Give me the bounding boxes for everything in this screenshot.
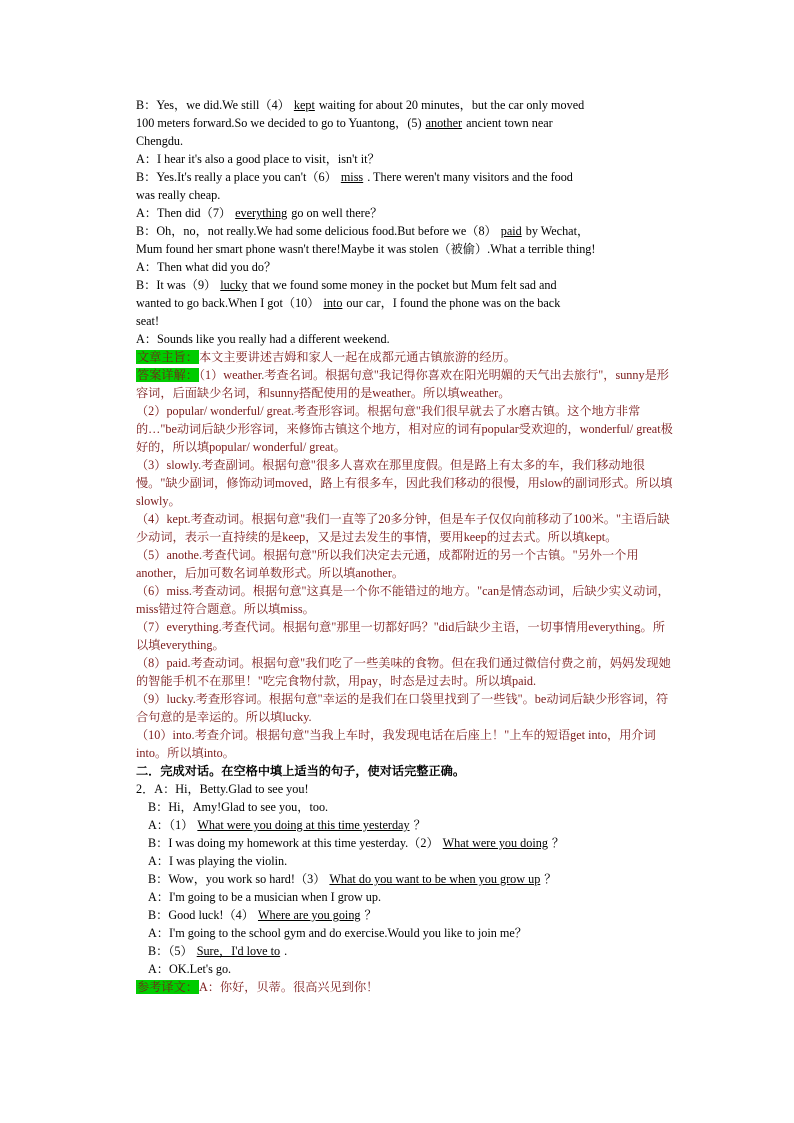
explanation-item: （4）kept.考查动词。根据句意"我们一直等了20多分钟，但是车子仅仅向前移动了100米。"主语后缺少动词，表示一直持续的是keep，又是过去发生的事情，要用keep的过去式。所以填kept。: [136, 512, 670, 544]
explanation-item: （10）into.考查介词。根据句意"当我上车时，我发现电话在后座上！"上车的短语get into，用介词into。所以填into。: [136, 728, 656, 760]
line-text: B：I was doing my homework at this time yesterday.（2）: [148, 836, 439, 850]
dialogue-section-2: [136, 780, 676, 978]
line-text: A：Sounds like you really had a different weekend.: [136, 332, 390, 346]
reference-text: A：你好，贝蒂。很高兴见到你！: [198, 980, 379, 994]
line-text: go on well there？: [291, 206, 383, 220]
line-text: A：（1）: [148, 818, 194, 832]
line-text: B：Oh，no，not really.We had some delicious food.But before we（8）: [136, 224, 497, 238]
answer-blank: paid: [500, 224, 522, 238]
line-text: ancient town near: [466, 116, 553, 130]
line-text: B：Good luck!（4）: [148, 908, 254, 922]
dialogue-line: [136, 204, 676, 222]
dialogue-line: [136, 240, 676, 258]
dialogue-line: [136, 780, 676, 798]
line-text: ？: [551, 836, 565, 850]
theme-tag: 文章主旨：: [137, 350, 198, 364]
explanation-item: （3）slowly.考查副词。根据句意"很多人喜欢在那里度假。但是路上有太多的车，我们移动地很慢。"缺少副词，修饰动词moved，路上有很多车，因此我们移动的很慢，用slow的副词形式。所以填slowly。: [136, 458, 673, 508]
line-text: B：（5）: [148, 944, 193, 958]
line-text: ？: [544, 872, 557, 886]
dialogue-line: [136, 186, 676, 204]
dialogue-line: [136, 870, 676, 888]
answer-explanations: [136, 366, 676, 402]
explanation-item: （7）everything.考查代词。根据句意"那里一切都好吗？"did后缺少主语，一切事情用everything。所以填everything。: [136, 620, 665, 652]
line-text: was really cheap.: [136, 188, 221, 202]
line-text: B：Hi，Amy!Glad to see you，too.: [148, 800, 329, 814]
explanation-item: （6）miss.考查动词。根据句意"这真是一个你不能错过的地方。"can是情态动词，后缺少实义动词，miss错过符合题意。所以填miss。: [136, 584, 670, 616]
dialogue-line: [136, 816, 676, 834]
dialogue-line: [136, 150, 676, 168]
explanation-item: （9）lucky.考查形容词。根据句意"幸运的是我们在口袋里找到了一些钱"。be动词后缺少形容词，符合句意的是幸运的。所以填lucky.: [136, 692, 669, 724]
line-text: Chengdu.: [136, 134, 184, 148]
theme-line: [136, 348, 676, 366]
reference-tag: 参考译文：: [137, 980, 198, 994]
answer-blank: What were you doing at this time yesterday: [197, 818, 410, 832]
document-page: [136, 96, 676, 996]
dialogue-line: [136, 258, 676, 276]
answer-blank: lucky: [220, 278, 248, 292]
dialogue-line: [136, 942, 676, 960]
line-text: 100 meters forward.So we decided to go to Yuantong，(5): [136, 116, 422, 130]
answer-blank: Sure，I'd love to: [196, 944, 281, 958]
reference-translation: [136, 978, 676, 996]
dialogue-line: [136, 330, 676, 348]
line-text: A：I'm going to the school gym and do exercise.Would you like to join me？: [148, 926, 527, 940]
explanation-item: （2）popular/ wonderful/ great.考查形容词。根据句意"我们很早就去了水磨古镇。这个地方非常的…"be动词后缺少形容词，来修饰古镇这个地方，相对应的词有popular受欢迎的，wonderful/ great极好的，所以填popular/ wonderful/ great。: [136, 404, 673, 454]
line-text: seat!: [136, 314, 160, 328]
dialogue-line: [136, 312, 676, 330]
line-text: A：Then what did you do？: [136, 260, 277, 274]
line-text: wanted to go back.When I got（10）: [136, 296, 320, 310]
theme-text: 本文主要讲述吉姆和家人一起在成都元通古镇旅游的经历。: [198, 350, 516, 364]
dialogue-line: [136, 960, 676, 978]
dialogue-line: [136, 222, 676, 240]
line-text: waiting for about 20 minutes，but the car only moved: [318, 98, 585, 112]
answer-blank: another: [425, 116, 463, 130]
line-text: that we found some money in the pocket but Mum felt sad and: [251, 278, 557, 292]
dialogue-line: [136, 276, 676, 294]
line-text: ？: [413, 818, 426, 832]
line-text: A：I was playing the violin.: [148, 854, 288, 868]
line-text: A：Then did（7）: [136, 206, 232, 220]
dialogue-line: [136, 114, 676, 132]
answer-tag: 答案详解：: [137, 368, 198, 382]
line-text: B：It was（9）: [136, 278, 217, 292]
section-2-title: 二．完成对话。在空格中填上适当的句子，使对话完整正确。: [136, 764, 466, 778]
dialogue-line: [136, 96, 676, 114]
explanation-item: （1）weather.考查名词。根据句意"我记得你喜欢在阳光明媚的天气出去旅行"，sunny是形容词，后面缺少名词，和sunny搭配使用的是weather。所以填weather。: [136, 368, 669, 400]
answer-blank: into: [323, 296, 343, 310]
line-text: A：I hear it's also a good place to visit，isn't it？: [136, 152, 380, 166]
explanation-item: （8）paid.考查动词。根据句意"我们吃了一些美味的食物。但在我们通过微信付费之前，妈妈发现她的智能手机不在那里！"吃完食物付款，用pay，时态是过去时。所以填paid.: [136, 656, 671, 688]
line-text: our car，I found the phone was on the back: [346, 296, 561, 310]
answer-blank: kept: [293, 98, 315, 112]
answer-blank: miss: [340, 170, 364, 184]
dialogue-line: [136, 852, 676, 870]
line-text: A：I'm going to be a musician when I grow up.: [148, 890, 382, 904]
dialogue-line: [136, 834, 676, 852]
dialogue-line: [136, 924, 676, 942]
line-text: B：Wow，you work so hard!（3）: [148, 872, 326, 886]
line-text: .: [284, 944, 288, 958]
dialogue-line: [136, 294, 676, 312]
dialogue-line: [136, 906, 676, 924]
line-text: by Wechat，: [525, 224, 590, 238]
line-text: A：OK.Let's go.: [148, 962, 232, 976]
line-text: ？: [364, 908, 377, 922]
answer-blank: everything: [235, 206, 288, 220]
line-text: Mum found her smart phone wasn't there!Maybe it was stolen（被偷）.What a terrible thing!: [136, 242, 596, 256]
answer-blank: Where are you going: [257, 908, 361, 922]
line-text: 2．A：Hi，Betty.Glad to see you!: [136, 782, 309, 796]
dialogue-section-1: [136, 96, 676, 348]
dialogue-line: [136, 168, 676, 186]
answer-blank: What do you want to be when you grow up: [329, 872, 541, 886]
line-text: B：Yes，we did.We still（4）: [136, 98, 290, 112]
dialogue-line: [136, 132, 676, 150]
answer-blank: What were you doing: [442, 836, 548, 850]
dialogue-line: [136, 798, 676, 816]
dialogue-line: [136, 888, 676, 906]
explanation-item: （5）anothe.考查代词。根据句意"所以我们决定去元通，成都附近的另一个古镇。"另外一个用another，后加可数名词单数形式。所以填another。: [136, 548, 639, 580]
line-text: B：Yes.It's really a place you can't（6）: [136, 170, 337, 184]
line-text: . There weren't many visitors and the food: [367, 170, 573, 184]
